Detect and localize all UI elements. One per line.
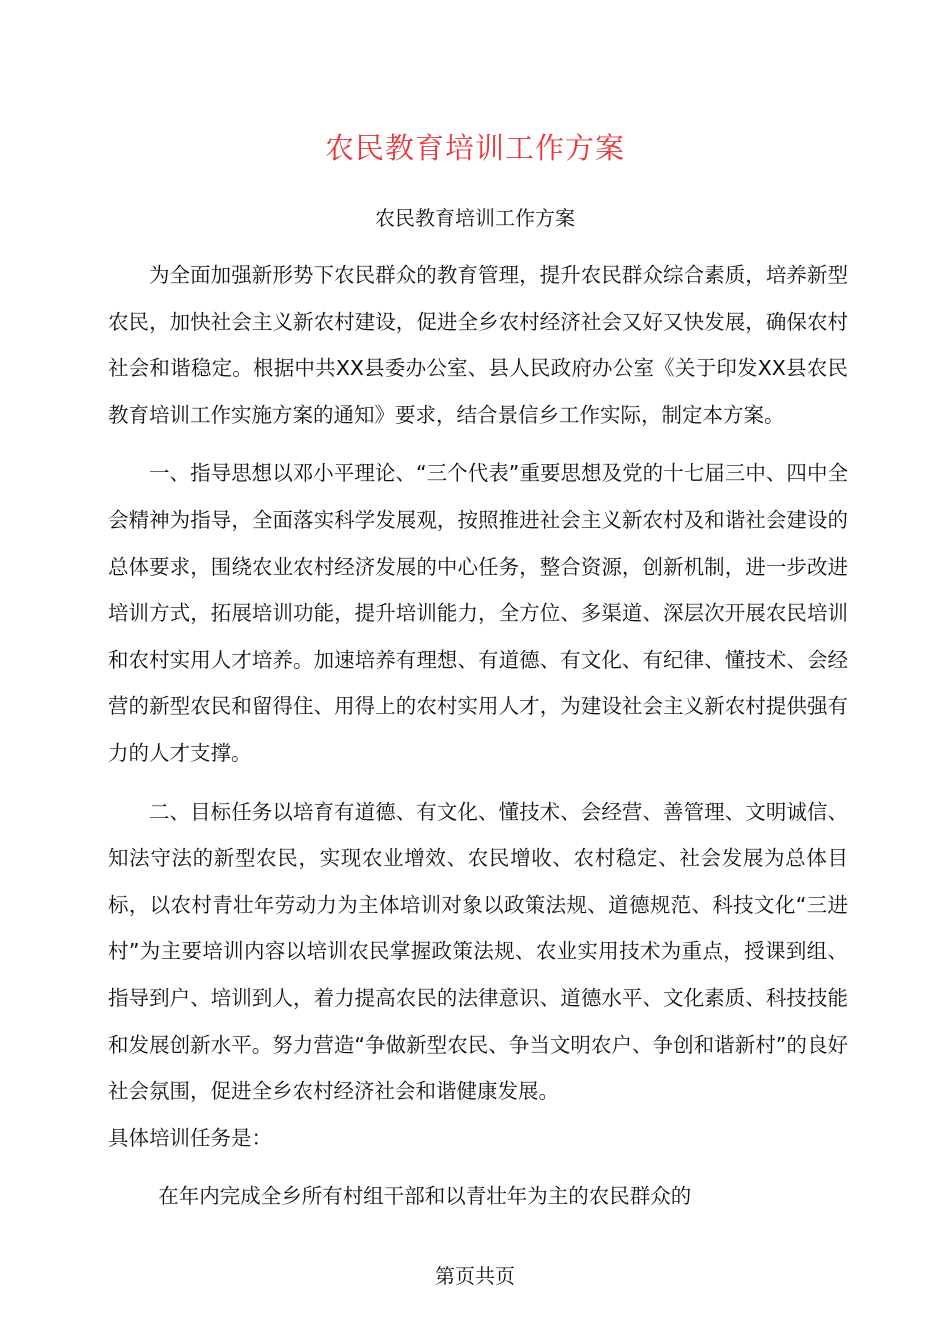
document-body <box>108 252 848 1220</box>
paragraph-specific-tasks-start: 在年内完成全乡所有村组干部和以青壮年为主的农民群众的 <box>158 1184 692 1209</box>
document-subtitle: 农民教育培训工作方案 <box>375 206 575 230</box>
paragraph-guiding-ideology: 一、指导思想以邓小平理论、“三个代表”重要思想及党的十七届三中、四中全会精神为指导，全面落实科学发展观，按照推进社会主义新农村及和谐社会建设的总体要求，围绕农业农村经济发展的中心任务，整合资源，创新机制，进一步改进培训方式，拓展培训功能，提升培训能力，全方位、多渠道、深层次开展农民培训和农村实用人才培养。加速培养有理想、有道德、有文化、有纪律、懂技术、会经营的新型农民和留得住、用得上的农村实用人才，为建设社会主义新农村提供强有力的人才支撑。 <box>108 461 848 765</box>
page-footer: 第页共页 <box>435 1264 515 1288</box>
paragraph-goals-tasks: 二、目标任务以培育有道德、有文化、懂技术、会经营、善管理、文明诚信、知法守法的新型农民，实现农业增效、农民增收、农村稳定、社会发展为总体目标，以农村青壮年劳动力为主体培训对象以政策法规、道德规范、科技文化“三进村”为主要培训内容以培训农民掌握政策法规、农业实用技术为重点，授课到组、指导到户、培训到人，着力提高农民的法律意识、道德水平、文化素质、科技技能和发展创新水平。努力营造“争做新型农民、争当文明农户、争创和谐新村”的良好社会氛围，促进全乡农村经济社会和谐健康发展。 <box>108 799 848 1104</box>
paragraph-intro: 为全面加强新形势下农民群众的教育管理，提升农民群众综合素质，培养新型农民，加快社会主义新农村建设，促进全乡农村经济社会又好又快发展，确保农村社会和谐稳定。根据中共XX县委办公室、县人民政府办公室《关于印发XX县农民教育培训工作实施方案的通知》要求，结合景信乡工作实际，制定本方案。 <box>108 263 848 427</box>
document-title: 农民教育培训工作方案 <box>324 131 625 165</box>
paragraph-specific-tasks-heading: 具体培训任务是： <box>108 1125 272 1150</box>
